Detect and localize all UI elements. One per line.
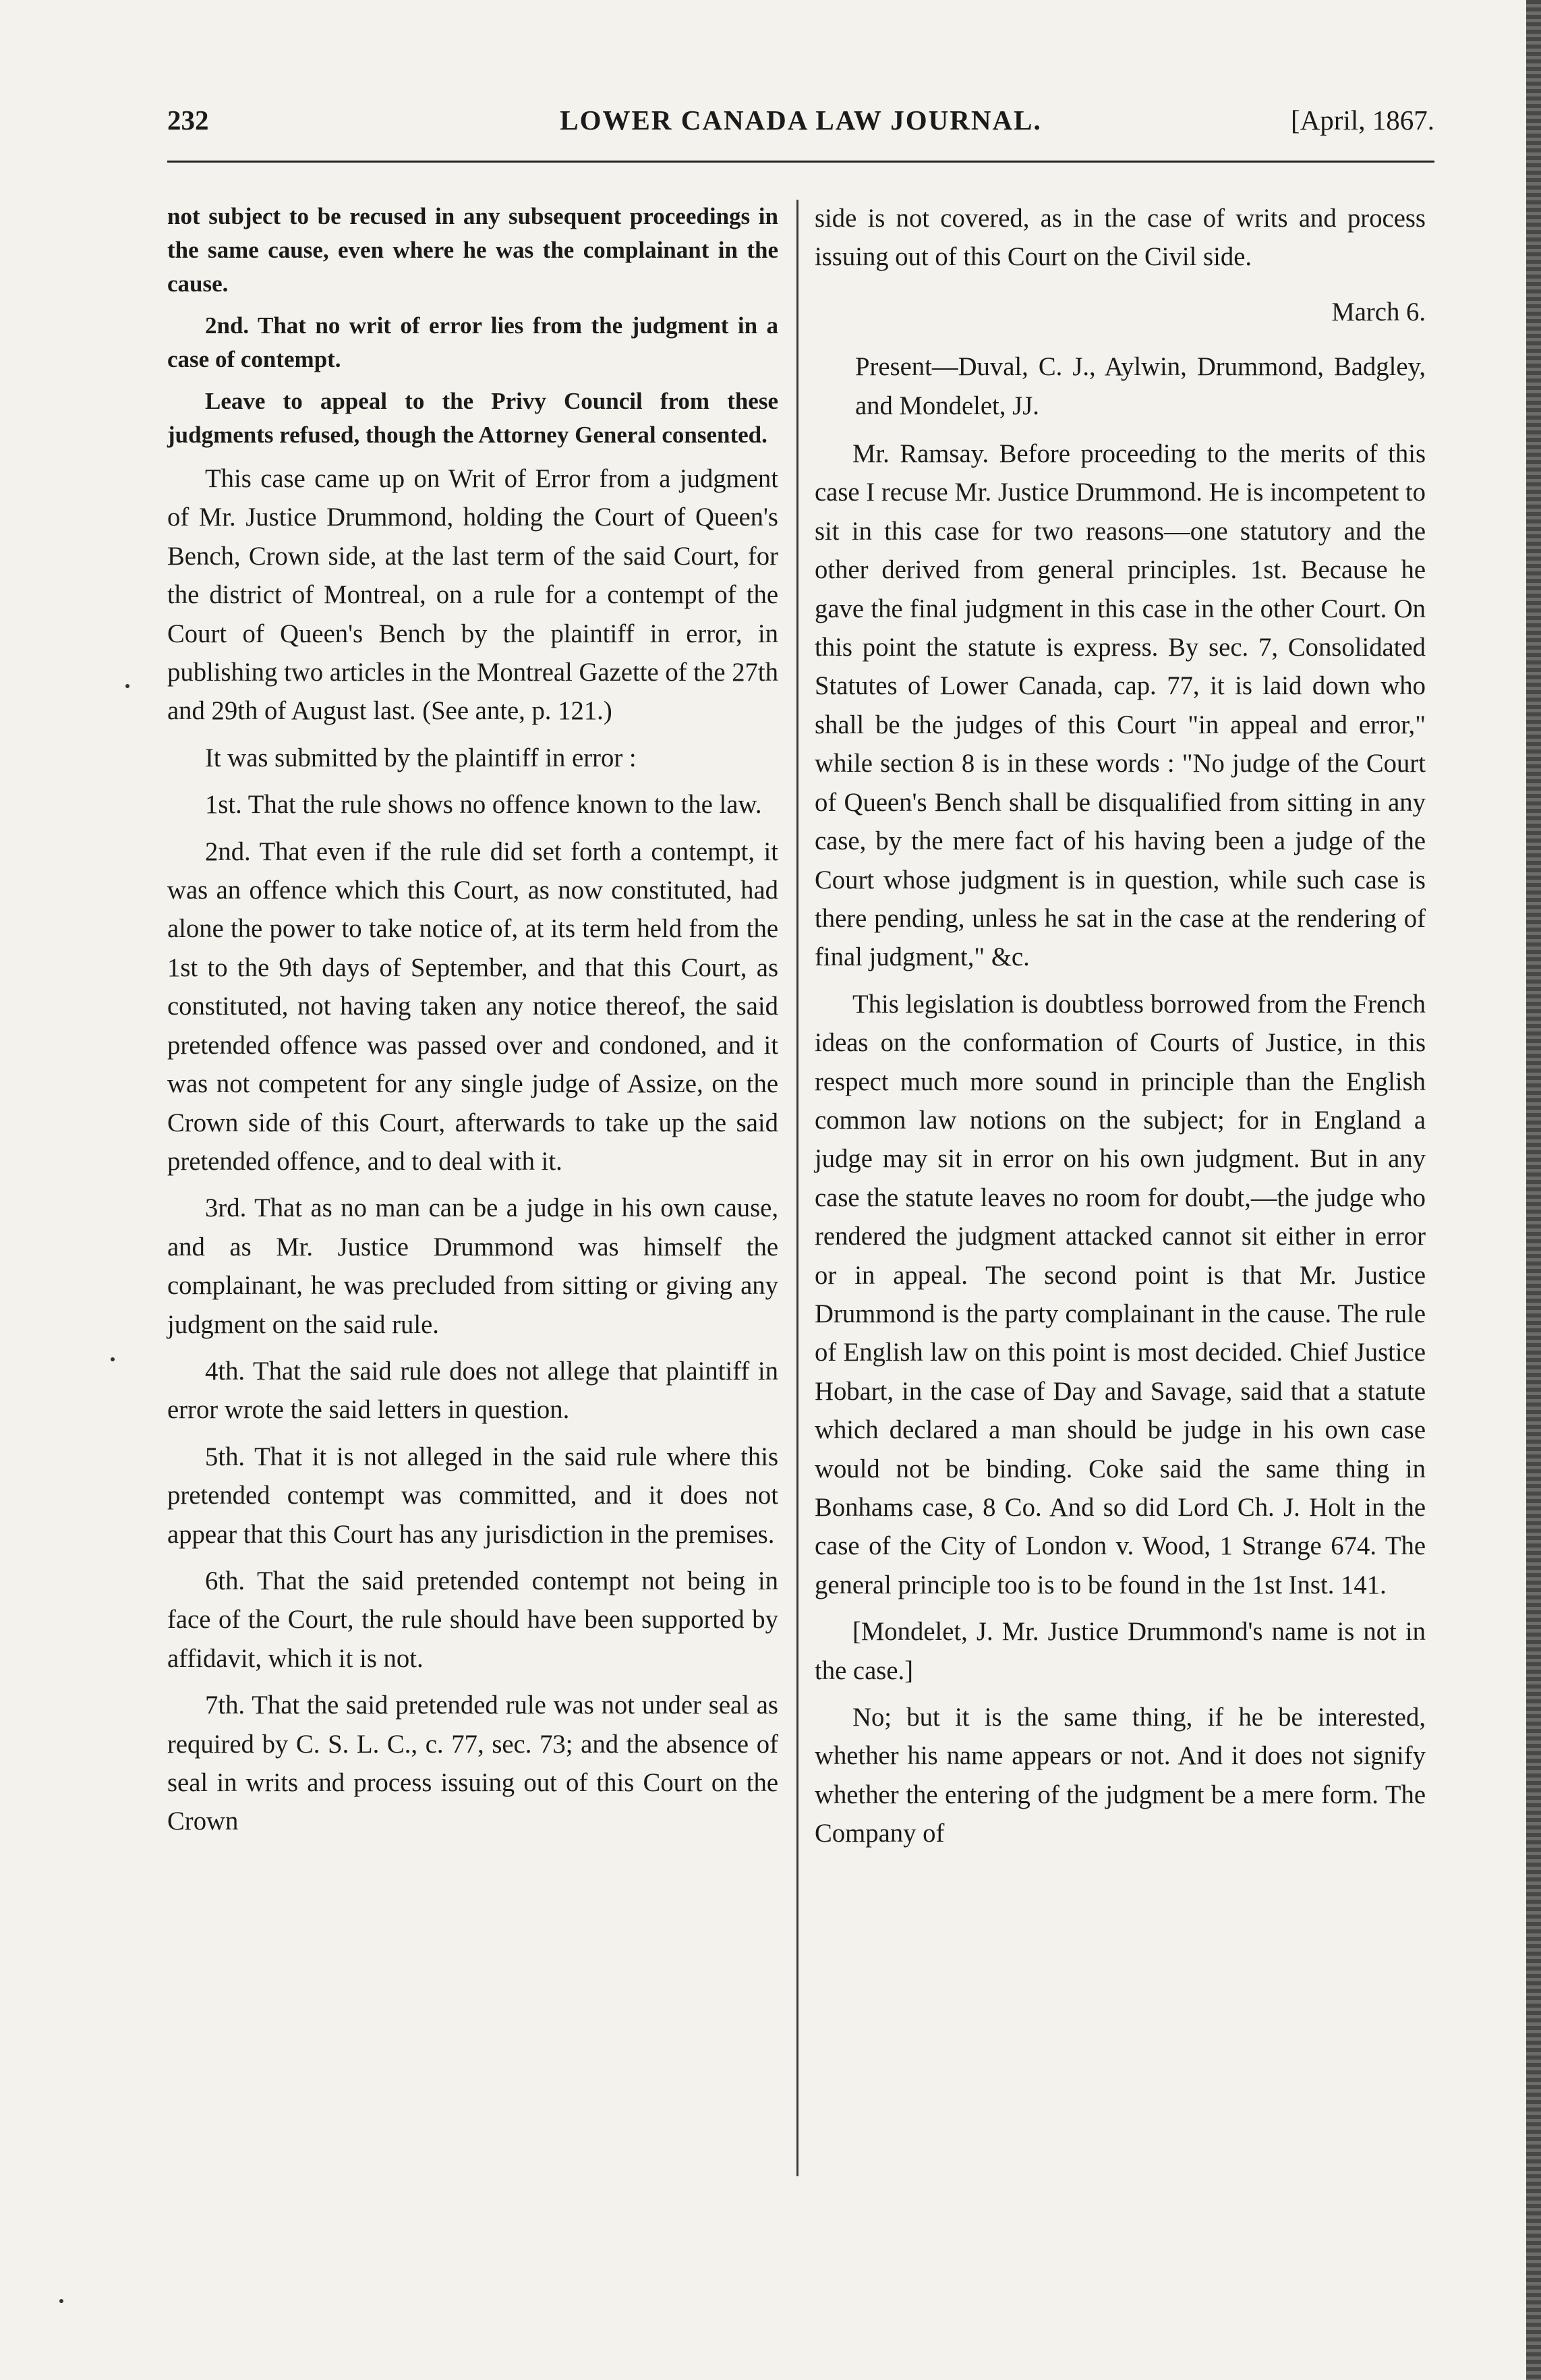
scan-edge-shadow (1526, 0, 1541, 2380)
body-paragraph: It was submitted by the plaintiff in error : (205, 743, 637, 772)
present-judges: Present—Duval, C. J., Aylwin, Drummond, Badgley, and Mondelet, JJ. (855, 353, 1426, 420)
page-number: 232 (167, 105, 209, 136)
body-paragraph: 1st. That the rule shows no offence known to the law. (205, 791, 762, 820)
left-column (167, 200, 778, 1850)
body-paragraph: 6th. That the said pretended contempt not being in face of the Court, the rule should have been supported by affidavit, which it is not. (167, 1566, 778, 1673)
body-paragraph: This case came up on Writ of Error from a judgment of Mr. Justice Drummond, holding the Court of Queen's Bench, Crown side, at the last term of the said Court, for the district of Montreal, on a rule for a contempt of the Court of Queen's Bench by the plaintiff in error, in publishing two articles in the Montreal Gazette of the 27th and 29th of August last. (See ante, p. 121.) (167, 465, 778, 726)
running-header (167, 100, 1434, 143)
column-divider (796, 200, 798, 2176)
body-paragraph: Mr. Ramsay. Before proceeding to the merits of this case I recuse Mr. Justice Drummond. He is incompetent to sit in this case for two reasons—one statutory and the other derived from general principles. 1st. Because he gave the final judgment in this case in the other Court. On this point the statute is express. By sec. 7, Consolidated Statutes of Lower Canada, cap. 77, it is laid down who shall be the judges of this Court "in appeal and error," while section 8 is in these words : "No judge of the Court of Queen's Bench shall be disqualified from sitting in any case, by the mere fact of his having been a judge of the Court whose judgment is in question, while such case is there pending, unless he sat in the case at the rendering of final judgment," &c. (815, 440, 1426, 972)
headnote-paragraph: Leave to appeal to the Privy Council from these judgments refused, though the Attorney General consented. (167, 388, 778, 448)
headnote-paragraph: 2nd. That no writ of error lies from the judgment in a case of contempt. (167, 312, 778, 372)
issue-date: [April, 1867. (1291, 105, 1434, 136)
body-paragraph: 2nd. That even if the rule did set forth a contempt, it was an offence which this Court, as now constituted, had alone the power to take notice of, at its term held from the 1st to the 9th days of September, and that this Court, as constituted, not having taken any notice thereof, the said pretended offence was passed over and condoned, and it was not competent for any single judge of Assize, on the Crown side of this Court, afterwards to take up the said pretended offence, and to deal with it. (167, 837, 778, 1176)
body-paragraph: No; but it is the same thing, if he be interested, whether his name appears or not. And it does not signify whether the entering of the judgment be a mere form. The Company of (815, 1703, 1426, 1848)
session-date: March 6. (1331, 298, 1426, 327)
headnote-paragraph: not subject to be recused in any subsequent proceedings in the same cause, even where he was the complainant in the cause. (167, 203, 778, 297)
scan-speck (125, 684, 129, 688)
scan-speck (59, 2299, 63, 2303)
body-paragraph: 4th. That the said rule does not allege that plaintiff in error wrote the said letters in question. (167, 1357, 778, 1425)
journal-title: LOWER CANADA LAW JOURNAL. (560, 105, 1042, 136)
body-paragraph: 5th. That it is not alleged in the said rule where this pretended contempt was committed, and it does not appear that this Court has any jurisdiction in the premises. (167, 1442, 778, 1549)
body-paragraph: 7th. That the said pretended rule was not under seal as required by C. S. L. C., c. 77, sec. 73; and the absence of seal in writs and process issuing out of this Court on the Crown (167, 1691, 778, 1836)
body-paragraph: 3rd. That as no man can be a judge in his own cause, and as Mr. Justice Drummond was himself the complainant, he was precluded from sitting or giving any judgment on the said rule. (167, 1194, 778, 1339)
scan-speck (111, 1357, 115, 1361)
body-paragraph: side is not covered, as in the case of writs and process issuing out of this Court on the Civil side. (815, 204, 1426, 272)
right-column (815, 200, 1426, 1862)
body-paragraph: [Mondelet, J. Mr. Justice Drummond's name is not in the case.] (815, 1618, 1426, 1685)
body-paragraph: This legislation is doubtless borrowed from the French ideas on the conformation of Courts of Justice, in this respect much more sound in principle than the English common law notions on the subject; for in England a judge may sit in error on his own judgment. But in any case the statute leaves no room for doubt,—the judge who rendered the judgment attacked cannot sit either in error or in appeal. The second point is that Mr. Justice Drummond is the party complainant in the cause. The rule of English law on this point is most decided. Chief Justice Hobart, in the case of Day and Savage, said that a statute which declared a man should be judge in his own case would not be binding. Coke said the same thing in Bonhams case, 8 Co. And so did Lord Ch. J. Holt in the case of the City of London v. Wood, 1 Strange 674. The general principle too is to be found in the 1st Inst. 141. (815, 990, 1426, 1599)
header-rule (167, 161, 1434, 163)
